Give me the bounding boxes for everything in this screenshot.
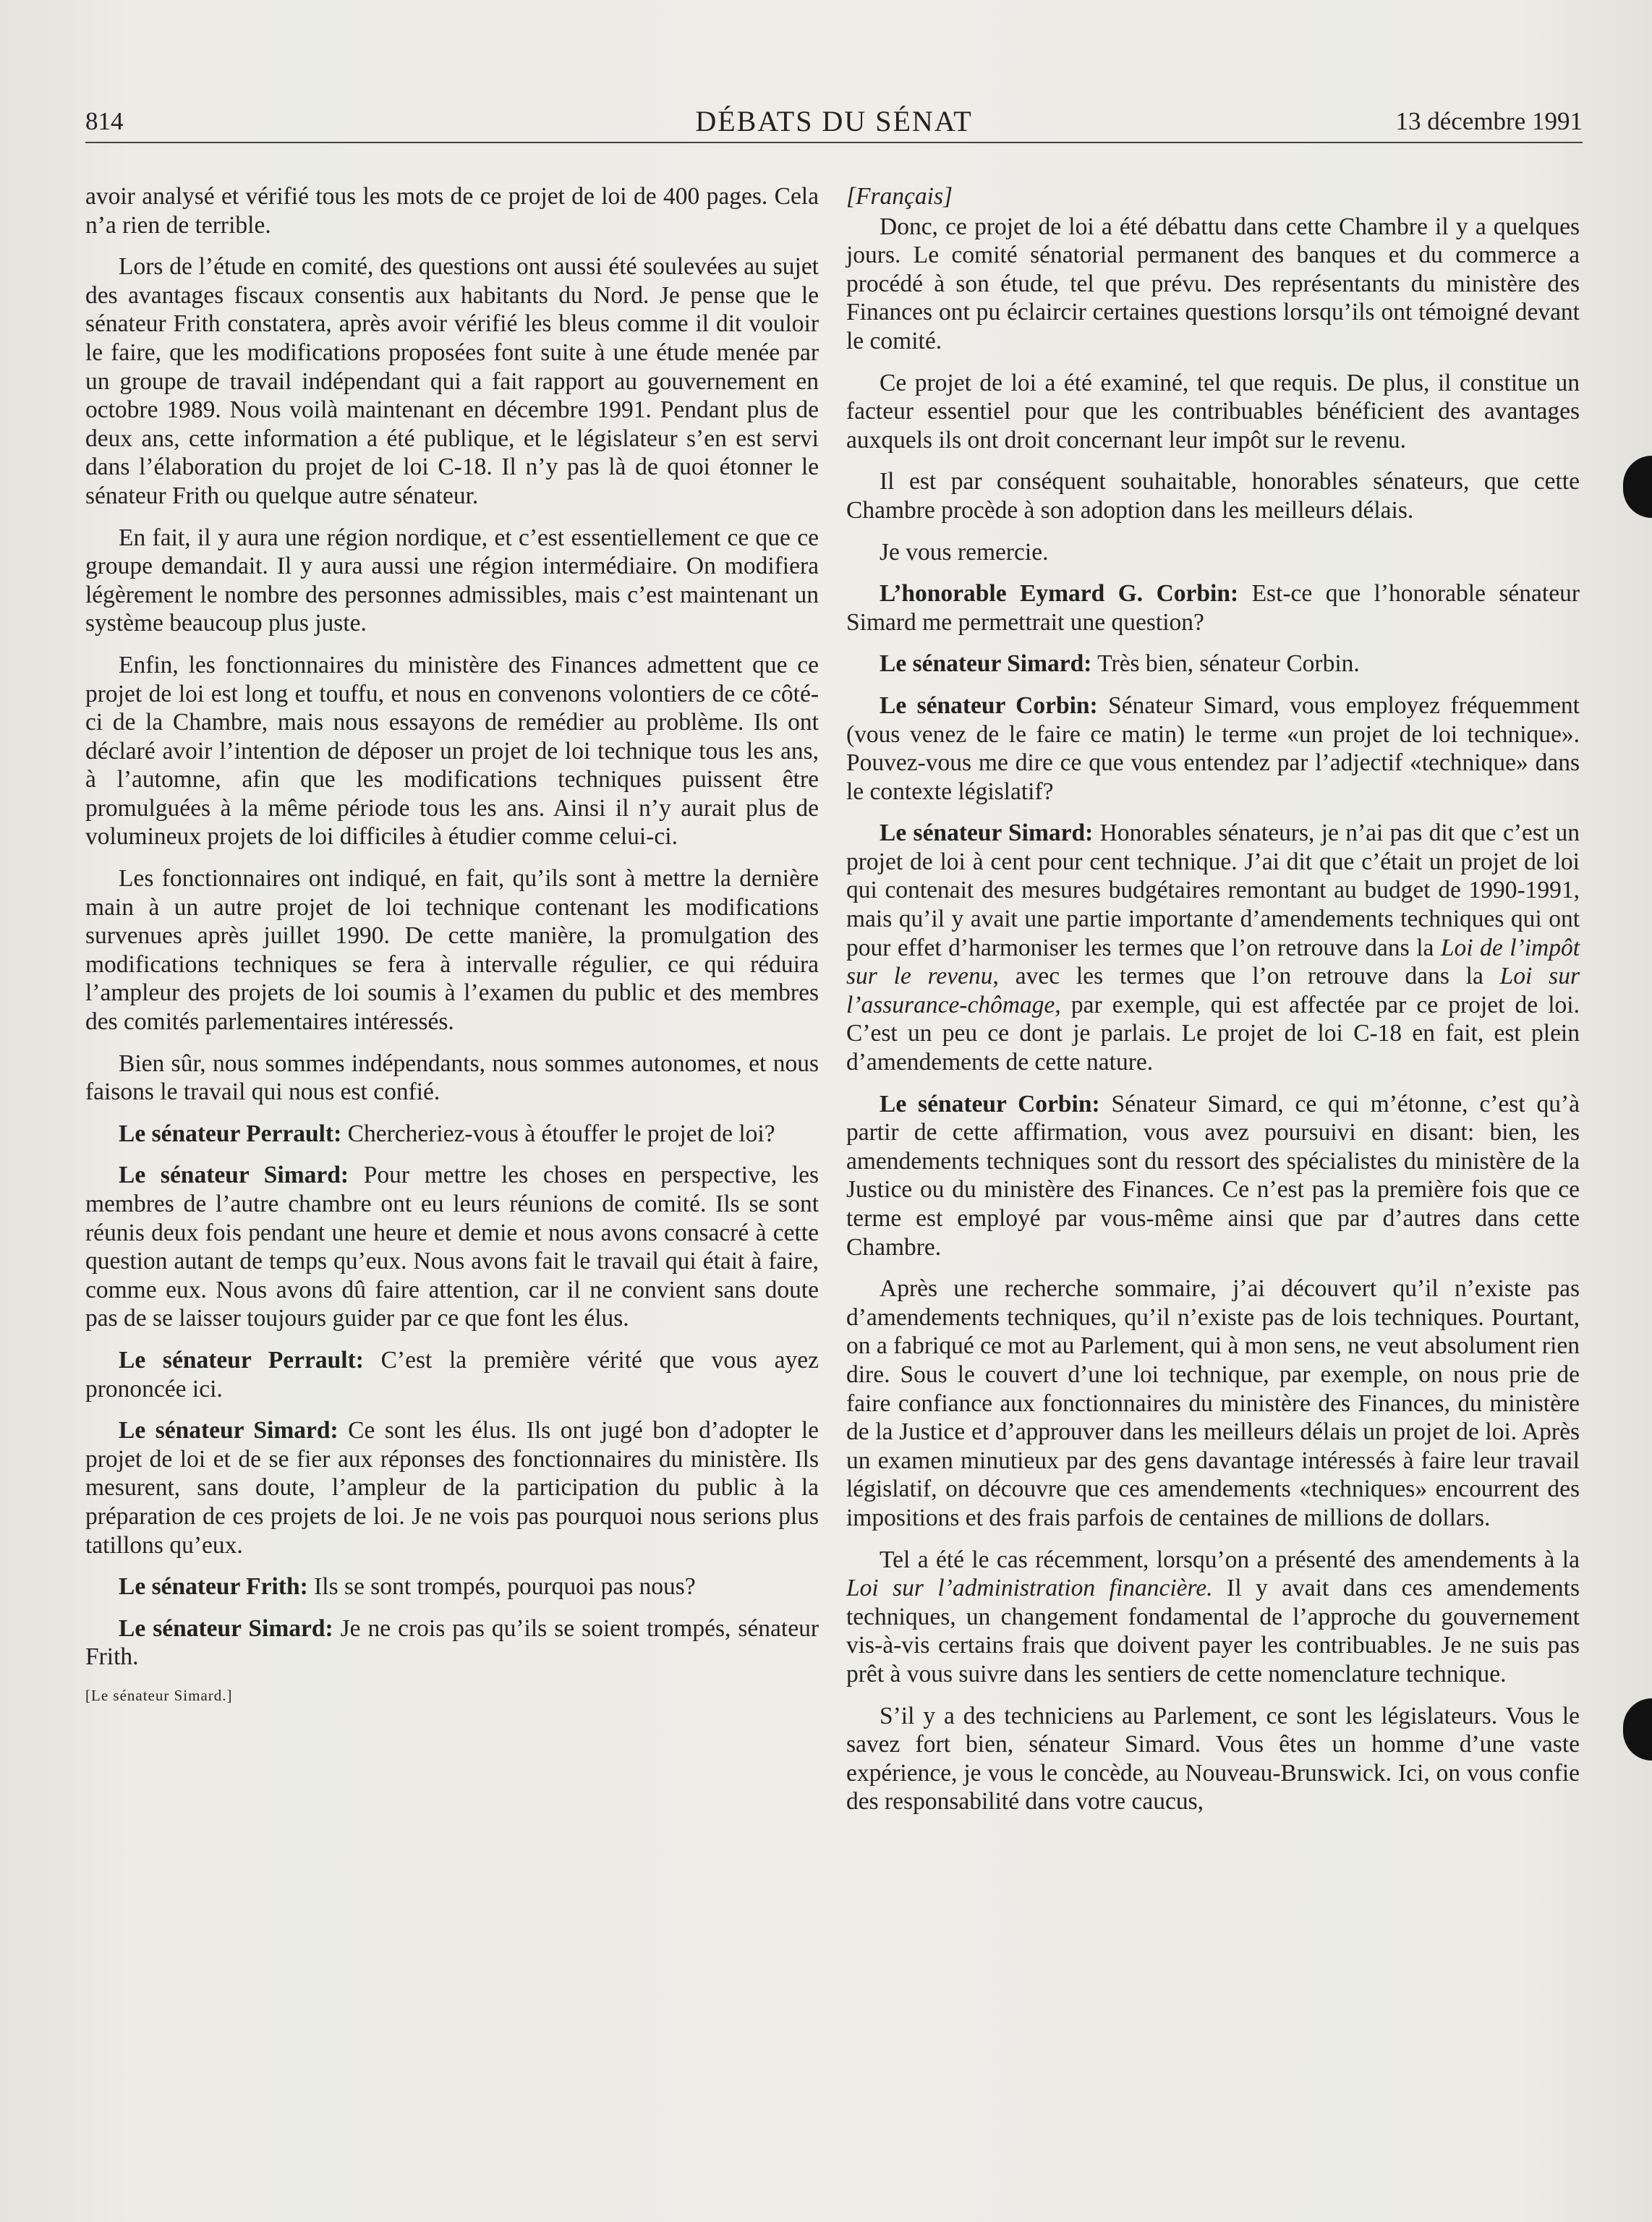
paragraph: avoir analysé et vérifié tous les mots de ce projet de loi de 400 pages. Cela n’a rien de terrible. [85,183,819,239]
binding-hole-mark [1623,456,1652,518]
speech-text: Sénateur Simard, vous employez fréquemment (vous venez de le faire ce matin) le terme «un projet de loi technique». Pouvez-vous me dire ce que vous entendez par l’adjectif «technique» dans le contexte législatif? [846,691,1580,805]
paragraph: Les fonctionnaires ont indiqué, en fait, qu’ils sont à mettre la dernière main à un autre projet de loi technique contenant les modifications survenues après juillet 1990. De cette manière, la promulgation des modifications techniques se fera à intervalle régulier, ce qui réduira l’ampleur des projets de loi soumis à l’examen du public et des membres des comités parlementaires intéressés. [85,865,819,1036]
header-date: 13 décembre 1991 [1395,107,1583,135]
speech-text: C’est la première vérité que vous ayez prononcée ici. [85,1346,819,1402]
statute-title: Loi de l’impôt sur le revenu [846,934,1580,990]
paragraph: Bien sûr, nous sommes indépendants, nous sommes autonomes, et nous faisons le travail qui nous est confié. [85,1050,819,1106]
speech-text: Pour mettre les choses en perspective, les membres de l’autre chambre ont eu leurs réunions de comité. Ils se sont réunis deux fois pendant une heure et demie et nous avons consacré à cette question autant de temps qu’eux. Nous avons fait le travail qui était à faire, comme eux. Nous avons dû faire attention, car il ne convient sans doute pas de se laisser toujours guider par ce que font les élus. [85,1162,819,1332]
speech-text: Tel a été le cas récemment, lorsqu’on a présenté des amendements à la [880,1546,1580,1573]
paragraph: En fait, il y aura une région nordique, et c’est essentiellement ce que ce groupe demandait. Il y aura aussi une région intermédiaire. On modifiera légèrement le nombre des personnes admissibles, mais c’est maintenant un système beaucoup plus juste. [85,524,819,637]
speech-text: , avec les termes que l’on retrouve dans la [992,963,1500,990]
paragraph: Donc, ce projet de loi a été débattu dans cette Chambre il y a quelques jours. Le comité sénatorial permanent des banques et du commerce a procédé à son étude, tel que prévu. Des représentants du ministère des Finances ont pu éclaircir certaines questions lorsqu’ils ont témoigné devant le comité. [846,213,1580,354]
paragraph: S’il y a des techniciens au Parlement, ce sont les législateurs. Vous le savez fort bien, sénateur Simard. Vous êtes un homme d’une vaste expérience, je vous le concède, au Nouveau-Brunswick. Ici, on vous confie des responsabilité dans votre caucus, [846,1702,1580,1816]
speech-text: Chercheriez-vous à étouffer le projet de loi? [341,1120,775,1147]
paragraph: Je vous remercie. [880,538,1049,566]
speaker-name: Le sénateur Simard: [880,650,1092,678]
speech-paragraph [85,1614,819,1672]
speaker-name: Le sénateur Corbin: [880,1090,1100,1118]
binding-hole-mark [1623,1698,1652,1761]
statute-title: Loi sur l’assurance-chômage [846,963,1580,1018]
speaker-name: Le sénateur Simard: [119,1614,333,1642]
right-column [846,182,1580,1829]
speaker-name: Le sénateur Perrault: [119,1120,342,1147]
page-number: 814 [85,107,124,135]
speech-text: Je ne crois pas qu’ils se soient trompés, sénateur Frith. [85,1614,819,1671]
paragraph: Ce projet de loi a été examiné, tel que requis. De plus, il constitue un facteur essentiel pour que les contribuables bénéficient des avantages auxquels ils ont droit concernant leur impôt sur le revenu. [846,369,1580,454]
paragraph: Il est par conséquent souhaitable, honorables sénateurs, que cette Chambre procède à son adoption dans les meilleurs délais. [846,468,1580,524]
speech-text: Sénateur Simard, ce qui m’étonne, c’est qu’à partir de cette affirmation, vous avez poursuivi en disant: bien, les amendements techniques sont du ressort des spécialistes du ministère de la Justice ou du ministère des Finances. Ce n’est pas la première fois que ce terme est employé par vous-même ainsi que par d’autres dans cette Chambre. [846,1090,1580,1261]
speech-text: Ils se sont trompés, pourquoi pas nous? [307,1573,696,1601]
speaker-name: Le sénateur Perrault: [119,1346,364,1374]
speech-text: , par exemple, qui est affectée par ce projet de loi. C’est un peu ce dont je parlais. Le projet de loi C-18 en fait, est plein d’amendements de cette nature. [846,991,1580,1076]
speech-text: Honorables sénateurs, je n’ai pas dit que c’est un projet de loi à cent pour cent technique. J’ai dit que c’était un projet de loi qui contenait des mesures budgétaires remontant au budget de 1990-1991, mais qu’il y avait une partie importante d’amendements techniques qui ont pour effet d’harmoniser les termes que l’on retrouve dans la [846,820,1580,961]
speech-paragraph [85,1161,819,1333]
speech-paragraph [85,1416,819,1559]
statute-title: Loi sur l’administration financière. [846,1575,1213,1602]
speech-paragraph [85,1346,819,1403]
speech-paragraph [846,1090,1580,1262]
speech-paragraph [846,579,1580,637]
speech-paragraph [85,1572,819,1601]
language-marker: [Français] [846,183,953,210]
paragraph [846,1546,1580,1689]
paragraph: Après une recherche sommaire, j’ai découvert qu’il n’existe pas d’amendements techniques, qu’il n’existe pas de lois techniques. Pourtant, on a fabriqué ce mot au Parlement, qui à mon sens, ne veut absolument rien dire. Sous le couvert d’une loi technique, par exemple, on nous prie de faire confiance aux fonctionnaires du ministère des Finances, du ministère de la Justice et d’approuver dans les meilleurs délais un projet de loi. Après un examen minutieux par des gens davantage intéressés à faire leur travail législatif, on découvre que ces amendements «techniques» encourrent des impositions et des frais parfois de centaines de millions de dollars. [846,1275,1580,1531]
left-column [85,182,819,1711]
speaker-name: Le sénateur Simard: [880,820,1094,847]
speech-text: Il y avait dans ces amendements techniques, un changement fondamental de l’approche du gouvernement vis-à-vis certains frais que doivent payer les contribuables. Je ne suis pas prêt à vous suivre dans les sentiers de cette nomenclature technique. [846,1575,1580,1687]
speech-text: Est-ce que l’honorable sénateur Simard me permettrait une question? [846,580,1580,636]
speech-paragraph [85,1120,819,1149]
paragraph: Lors de l’étude en comité, des questions ont aussi été soulevées au sujet des avantages fiscaux consentis aux habitants du Nord. Je pense que le sénateur Frith constatera, après avoir vérifié les bleus comme il dit vouloir le faire, que les modifications proposées font suite à une étude menée par un groupe de travail indépendant qui a fait rapport au gouvernement en octobre 1989. Nous voilà maintenant en décembre 1991. Pendant plus de deux ans, cette information a été publique, et le législateur s’en est servi dans l’élaboration du projet de loi C-18. Il n’y pas là de quoi étonner le sénateur Frith ou quelque autre sénateur. [85,253,819,509]
publication-title: DÉBATS DU SÉNAT [695,105,973,137]
speaker-name: Le sénateur Frith: [119,1573,308,1601]
paragraph: Enfin, les fonctionnaires du ministère des Finances admettent que ce projet de loi est long et touffu, et nous en convenons volontiers de ce côté-ci de la Chambre, mais nous essayons de remédier au problème. Ils ont déclaré avoir l’intention de déposer un projet de loi technique tous les ans, à l’automne, afin que les modifications techniques puissent être promulguées à la même période tous les ans. Ainsi il n’y aurait plus de volumineux projets de loi difficiles à étudier comme celui-ci. [85,651,819,851]
speaker-footnote: [Le sénateur Simard.] [85,1686,233,1704]
speech-paragraph [846,819,1580,1076]
speech-paragraph [846,691,1580,806]
speaker-name: L’honorable Eymard G. Corbin: [880,580,1239,608]
running-header [85,101,1583,143]
speech-text: Très bien, sénateur Corbin. [1091,650,1360,678]
speech-text: Ce sont les élus. Ils ont jugé bon d’adopter le projet de loi et de se fier aux réponses des fonctionnaires du ministère. Ils mesurent, sans doute, l’ampleur de la participation du public à la préparation de ces projets de loi. Je ne vois pas pourquoi nous serions plus tatillons qu’eux. [85,1417,819,1559]
speaker-name: Le sénateur Simard: [119,1417,339,1444]
speaker-name: Le sénateur Simard: [119,1162,349,1189]
speaker-name: Le sénateur Corbin: [880,691,1098,719]
speech-paragraph [846,650,1580,678]
